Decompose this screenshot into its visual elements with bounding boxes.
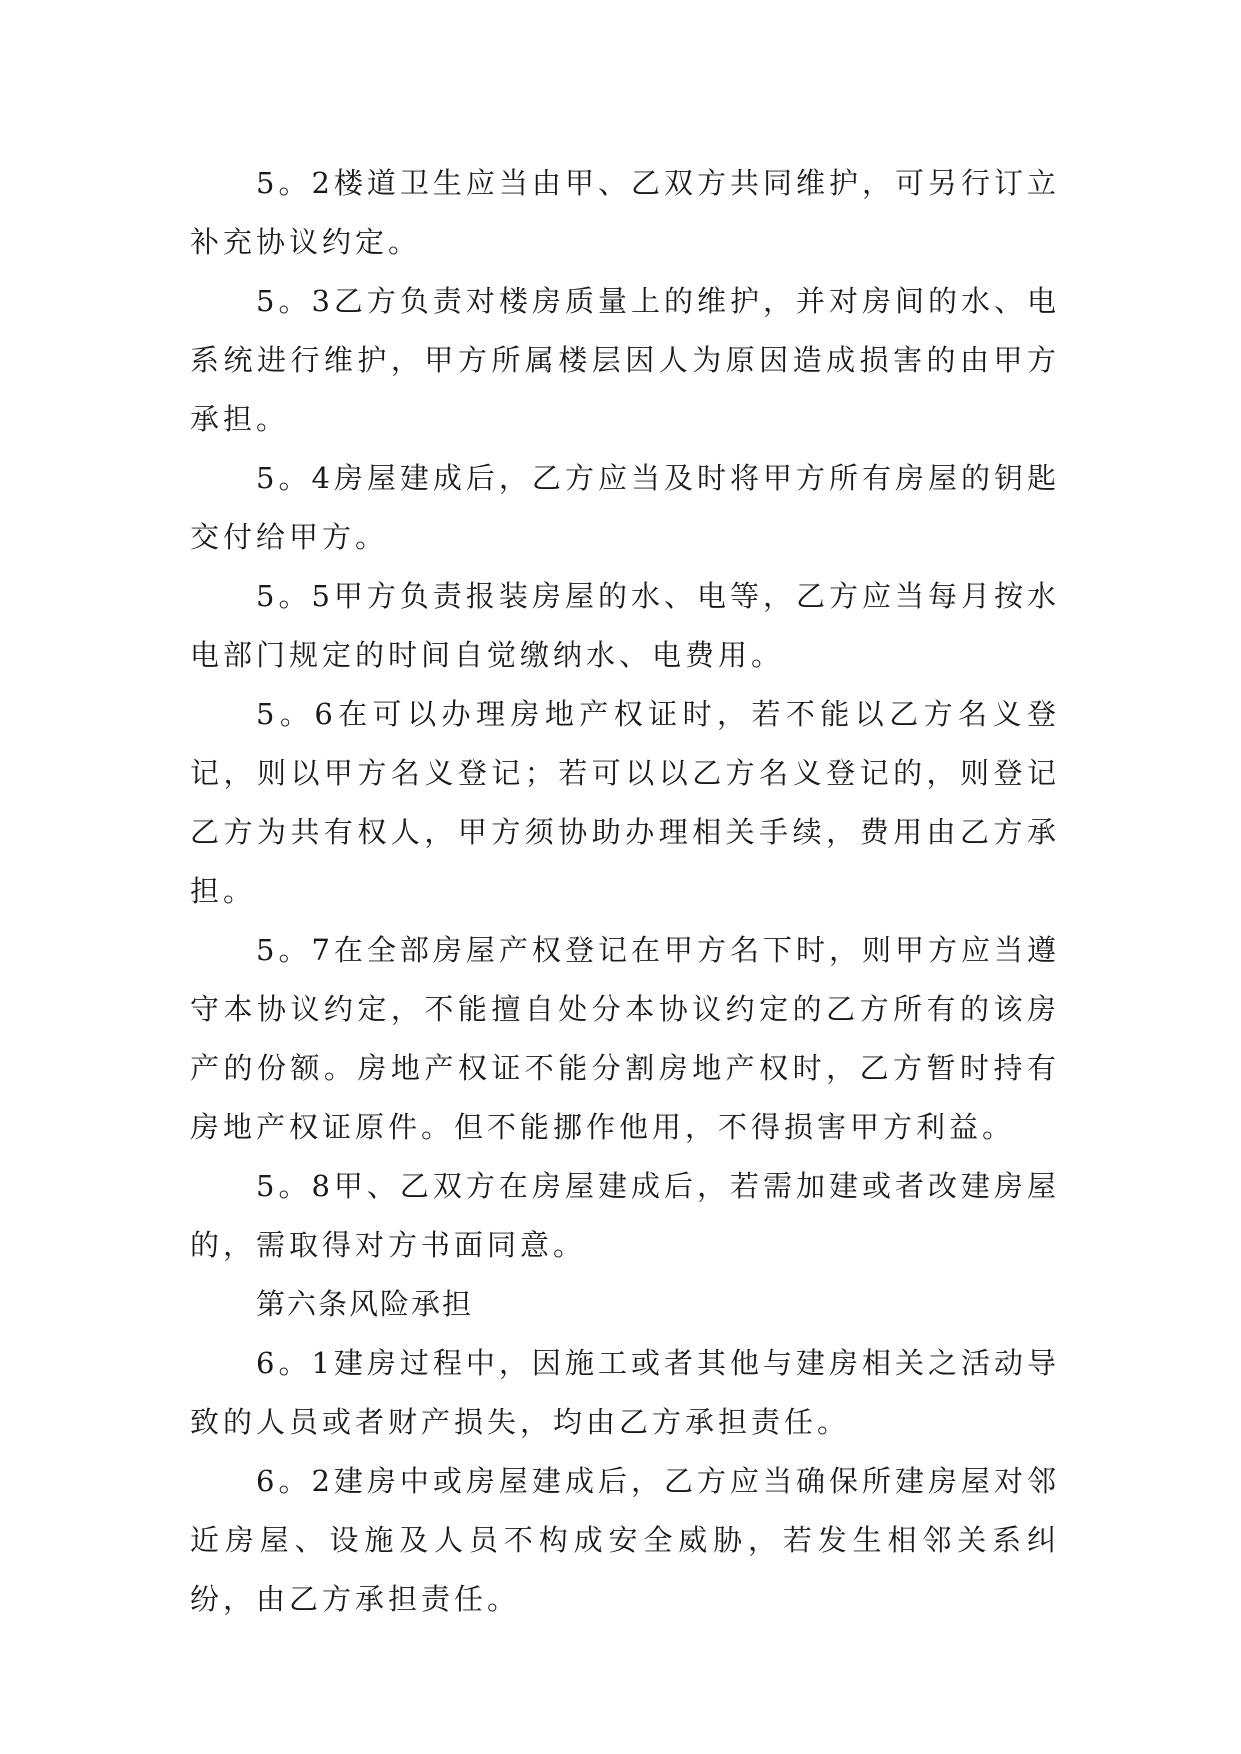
clause-5-8: 5。8甲、乙双方在房屋建成后，若需加建或者改建房屋的，需取得对方书面同意。 (190, 1169, 1060, 1262)
section-heading-article-6: 第六条风险承担 (256, 1287, 474, 1321)
clause-6-1: 6。1建房过程中，因施工或者其他与建房相关之活动导致的人员或者财产损失，均由乙方承担责任。 (190, 1346, 1060, 1439)
clause-6-2: 6。2建房中或房屋建成后，乙方应当确保所建房屋对邻近房屋、设施及人员不构成安全威胁，若发生相邻关系纠纷，由乙方承担责任。 (190, 1464, 1060, 1616)
clause-5-6: 5。6在可以办理房地产权证时，若不能以乙方名义登记，则以甲方名义登记；若可以以乙方名义登记的，则登记乙方为共有权人，甲方须协助办理相关手续，费用由乙方承担。 (190, 697, 1060, 908)
document-body (190, 154, 1060, 1629)
clause-5-3: 5。3乙方负责对楼房质量上的维护，并对房间的水、电系统进行维护，甲方所属楼层因人为原因造成损害的由甲方承担。 (190, 284, 1060, 436)
clause-5-7: 5。7在全部房屋产权登记在甲方名下时，则甲方应当遵守本协议约定，不能擅自处分本协议约定的乙方所有的该房产的份额。房地产权证不能分割房地产权时，乙方暂时持有房地产权证原件。但不能挪作他用，不得损害甲方利益。 (190, 933, 1060, 1144)
clause-5-5: 5。5甲方负责报装房屋的水、电等，乙方应当每月按水电部门规定的时间自觉缴纳水、电费用。 (190, 579, 1060, 672)
clause-5-4: 5。4房屋建成后，乙方应当及时将甲方所有房屋的钥匙交付给甲方。 (190, 461, 1060, 554)
clause-5-2: 5。2楼道卫生应当由甲、乙双方共同维护，可另行订立补充协议约定。 (190, 166, 1060, 259)
